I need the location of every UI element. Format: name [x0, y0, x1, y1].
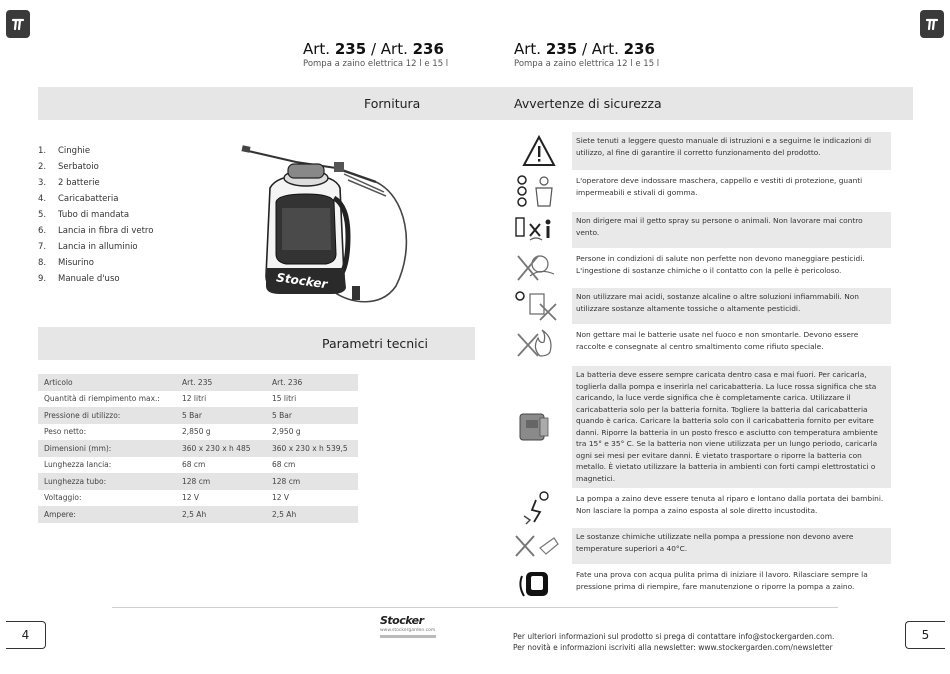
warning-text: Non utilizzare mai acidi, sostanze alcaline o altre soluzioni infiammabili. Non utilizzare sostanze altamente tossiche o altamente pesticidi.	[572, 288, 891, 324]
logo-url: www.stockergarden.com	[380, 628, 436, 633]
table-row: Articolo Art. 235 Art. 236	[38, 374, 358, 391]
table-row: Voltaggio: 12 V 12 V	[44, 493, 290, 503]
footer-info-line: Per novità e informazioni iscriviti alla newsletter: www.stockergarden.com/newsletter	[513, 643, 833, 652]
logo-bar	[380, 635, 436, 638]
warning-row	[510, 250, 891, 286]
page-number-right: 5	[905, 621, 945, 649]
article-subtitle: Pompa a zaino elettrica 12 l e 15 l	[303, 59, 449, 69]
article-title: Art. 235 / Art. 236	[514, 40, 655, 58]
warning-text: Siete tenuti a leggere questo manuale di istruzioni e a seguirne le indicazioni di utilizzo, al fine di garantire il corretto funzionamento del prodotto.	[572, 132, 891, 170]
article-header-left	[303, 40, 448, 69]
warning-row	[510, 172, 891, 210]
italy-flag-icon	[920, 10, 944, 38]
temperature-limit-icon	[510, 528, 568, 564]
article-subtitle: Pompa a zaino elettrica 12 l e 15 l	[514, 59, 660, 69]
battery-charger-icon	[510, 366, 568, 488]
warning-text: Non dirigere mai il getto spray su persone o animali. Non lavorare mai contro vento.	[572, 212, 891, 248]
no-fire-battery-icon	[510, 326, 568, 362]
table-row: Dimensioni (mm): 360 x 230 x h 485 360 x 230 x h 539,5	[38, 440, 358, 457]
supply-list	[38, 143, 153, 287]
warning-text: La batteria deve essere sempre caricata dentro casa e mai fuori. Per caricarla, toglierla dalla pompa e inserirla nel caricabatteria. La luce rossa significa che sta caricando, la luce verde significa che è completamente carica. Utilizzare il caricabatteria solo per la batteria fornita. Togliere la batteria dal caricabatteria quando è carica. Caricare la batteria solo con il caricabatteria fornito per evitare danni. Riporre la batteria in un posto fresco e asciutto con temperatura ambiente tra 15° e 35° C. Se la batteria non viene utilizzata per un lungo periodo, caricarla ogni sei mesi per evitare danni. È vietato trasportare o riporre la batteria con metallo. È vietato utilizzare la batteria in ambienti con forti campi elettrostatici o magnetici.	[572, 366, 891, 488]
backpack-sprayer-illustration	[236, 136, 436, 312]
warning-row	[510, 132, 891, 170]
no-unhealthy-persons-icon	[510, 250, 568, 286]
warning-text: Non gettare mai le batterie usate nel fuoco e non smontarle. Devono essere raccolte e consegnate al centro smaltimento come rifiuto speciale.	[576, 330, 859, 351]
section-title-tech: Parametri tecnici	[322, 336, 428, 351]
footer-info	[513, 631, 834, 653]
tech-params-table	[38, 374, 358, 523]
warning-row	[510, 288, 891, 324]
warning-row	[510, 366, 891, 488]
list-item: 3. 2 batterie	[38, 178, 100, 188]
table-row: Peso netto: 2,850 g 2,950 g	[44, 427, 301, 437]
table-row: Pressione di utilizzo: 5 Bar 5 Bar	[38, 407, 358, 424]
svg-text:Stocker: Stocker	[275, 270, 329, 292]
table-row: Quantità di riempimento max.: 12 litri 15 litri	[44, 394, 297, 404]
list-item: 6. Lancia in fibra di vetro	[38, 226, 154, 236]
logo-brand: Stocker	[380, 614, 424, 627]
warning-text: Le sostanze chimiche utilizzate nella pompa a pressione non devono avere temperature superiori a 40°C.	[572, 528, 891, 564]
italy-flag-icon	[6, 10, 30, 38]
table-row: Ampere: 2,5 Ah 2,5 Ah	[38, 506, 358, 523]
warning-text: L'operatore deve indossare maschera, cappello e vestiti di protezione, guanti impermeabili e stivali di gomma.	[576, 176, 863, 197]
section-title-safety: Avvertenze di sicurezza	[514, 96, 662, 111]
warning-triangle-icon	[510, 132, 568, 170]
list-item: 1. Cinghie	[38, 146, 91, 156]
table-row: Lunghezza lancia: 68 cm 68 cm	[44, 460, 296, 470]
table-row: Lunghezza tubo: 128 cm 128 cm	[38, 473, 358, 490]
no-acids-icon	[510, 288, 568, 324]
section-title-supply: Fornitura	[364, 96, 421, 111]
warning-row	[510, 528, 891, 564]
list-item: 9. Manuale d'uso	[38, 274, 120, 284]
warning-text: Persone in condizioni di salute non perfette non devono maneggiare pesticidi. L'ingestione di sostanze chimiche o il contatto con la pelle è pericoloso.	[576, 254, 865, 275]
stocker-logo	[380, 614, 436, 638]
list-item: 2. Serbatoio	[38, 162, 99, 172]
section-band-top	[38, 87, 913, 120]
child-safety-icon	[510, 490, 568, 526]
page-number-left: 4	[6, 621, 46, 649]
list-item: 8. Misurino	[38, 258, 94, 268]
warning-row	[510, 326, 891, 362]
water-test-icon	[510, 566, 568, 602]
language-tab-left	[6, 10, 30, 38]
warning-row	[510, 566, 891, 602]
article-header-right	[514, 40, 659, 69]
footer-divider	[112, 607, 838, 608]
warning-text: Fate una prova con acqua pulita prima di iniziare il lavoro. Rilasciare sempre la pressione prima di riempire, fare manutenzione o riporre la pompa a zaino.	[576, 570, 868, 591]
list-item: 4. Caricabatteria	[38, 194, 119, 204]
list-item: 5. Tubo di mandata	[38, 210, 130, 220]
article-title: Art. 235 / Art. 236	[303, 40, 444, 58]
protective-equipment-icon	[510, 172, 568, 210]
footer-info-line: Per ulteriori informazioni sul prodotto si prega di contattare info@stockergarden.com.	[513, 632, 835, 641]
warning-row	[510, 490, 891, 526]
no-spray-people-icon	[510, 212, 568, 248]
list-item: 7. Lancia in alluminio	[38, 242, 138, 252]
warning-text: La pompa a zaino deve essere tenuta al riparo e lontano dalla portata dei bambini. Non lasciare la pompa a zaino esposta al sole diretto incustodita.	[576, 494, 884, 515]
warning-row	[510, 212, 891, 248]
language-tab-right	[920, 10, 944, 38]
